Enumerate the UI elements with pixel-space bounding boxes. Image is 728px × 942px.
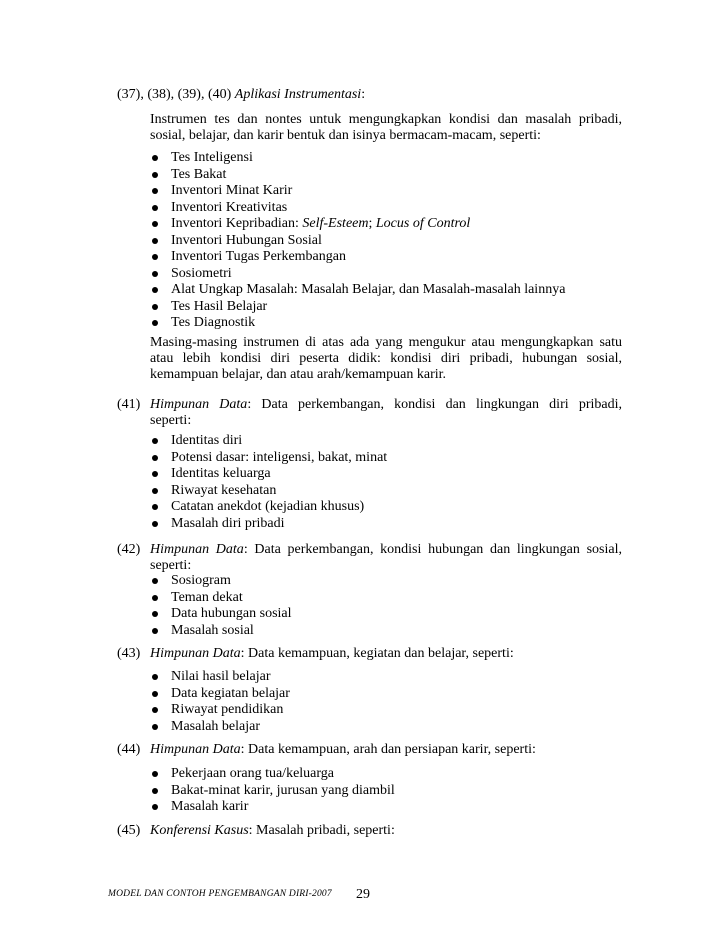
career-data-list	[150, 766, 622, 816]
bullet-icon	[152, 287, 158, 293]
bullet-icon	[152, 304, 158, 310]
list-item: Data hubungan sosial	[150, 606, 622, 623]
list-item: Tes Bakat	[150, 167, 622, 184]
bullet-icon	[152, 691, 158, 697]
bullet-icon	[152, 205, 158, 211]
list-item: Masalah belajar	[150, 719, 622, 736]
list-item: Potensi dasar: inteligensi, bakat, minat	[150, 450, 622, 467]
list-item: Inventori Hubungan Sosial	[150, 233, 622, 250]
intro-paragraph: Instrumen tes dan nontes untuk mengungkapkan kondisi dan masalah pribadi, sosial, belajar, dan karir bentuk dan isinya bermacam-macam, seperti:	[150, 112, 622, 143]
item-heading-41: Himpunan Data: Data perkembangan, kondisi dan lingkungan diri pribadi, seperti:	[150, 397, 622, 428]
learning-data-list	[150, 669, 622, 735]
list-item: Riwayat pendidikan	[150, 702, 622, 719]
bullet-icon	[152, 172, 158, 178]
list-item: Teman dekat	[150, 590, 622, 607]
bullet-icon	[152, 628, 158, 634]
bullet-icon	[152, 707, 158, 713]
bullet-icon	[152, 611, 158, 617]
item-number-43: (43)	[117, 646, 141, 661]
list-item: Sosiogram	[150, 573, 622, 590]
bullet-icon	[152, 788, 158, 794]
bullet-icon	[152, 674, 158, 680]
item-heading-43: Himpunan Data: Data kemampuan, kegiatan dan belajar, seperti:	[150, 646, 514, 661]
list-item: Masalah diri pribadi	[150, 516, 622, 533]
list-item: Data kegiatan belajar	[150, 686, 622, 703]
bullet-icon	[152, 188, 158, 194]
bullet-icon	[152, 521, 158, 527]
heading-italic: Aplikasi Instrumentasi	[234, 87, 362, 102]
list-item: Identitas diri	[150, 433, 622, 450]
list-item: Tes Hasil Belajar	[150, 299, 622, 316]
list-item: Inventori Tugas Perkembangan	[150, 249, 622, 266]
list-item: Tes Diagnostik	[150, 315, 622, 332]
page-number: 29	[356, 887, 370, 902]
list-item: Alat Ungkap Masalah: Masalah Belajar, dan Masalah-masalah lainnya	[150, 282, 622, 299]
bullet-icon	[152, 578, 158, 584]
social-data-list	[150, 573, 622, 639]
bullet-icon	[152, 155, 158, 161]
bullet-icon	[152, 238, 158, 244]
bullet-icon	[152, 471, 158, 477]
bullet-icon	[152, 254, 158, 260]
bullet-icon	[152, 488, 158, 494]
section-heading-37-40: (37), (38), (39), (40) Aplikasi Instrumentasi:	[117, 87, 366, 102]
list-item: Nilai hasil belajar	[150, 669, 622, 686]
list-item: Pekerjaan orang tua/keluarga	[150, 766, 622, 783]
bullet-icon	[152, 271, 158, 277]
bullet-icon	[152, 504, 158, 510]
list-item: Riwayat kesehatan	[150, 483, 622, 500]
bullet-icon	[152, 724, 158, 730]
list-item: Bakat-minat karir, jurusan yang diambil	[150, 783, 622, 800]
bullet-icon	[152, 595, 158, 601]
list-item: Masalah sosial	[150, 623, 622, 640]
item-heading-45: Konferensi Kasus: Masalah pribadi, seperti:	[150, 823, 395, 838]
bullet-icon	[152, 320, 158, 326]
bullet-icon	[152, 771, 158, 777]
list-item: Masalah karir	[150, 799, 622, 816]
instrument-list	[150, 150, 622, 332]
list-item: Catatan anekdot (kejadian khusus)	[150, 499, 622, 516]
personal-data-list	[150, 433, 622, 532]
item-number-42: (42)	[117, 542, 141, 557]
list-item: Inventori Kepribadian: Self-Esteem; Locus of Control	[150, 216, 622, 233]
footer-title: MODEL DAN CONTOH PENGEMBANGAN DIRI-2007	[108, 889, 332, 899]
list-item: Inventori Minat Karir	[150, 183, 622, 200]
item-heading-42: Himpunan Data: Data perkembangan, kondisi hubungan dan lingkungan sosial, seperti:	[150, 542, 622, 573]
bullet-icon	[152, 438, 158, 444]
item-number-41: (41)	[117, 397, 141, 412]
list-item: Inventori Kreativitas	[150, 200, 622, 217]
list-item: Sosiometri	[150, 266, 622, 283]
item-number-45: (45)	[117, 823, 141, 838]
item-number-44: (44)	[117, 742, 141, 757]
item-heading-44: Himpunan Data: Data kemampuan, arah dan persiapan karir, seperti:	[150, 742, 536, 757]
list-item: Identitas keluarga	[150, 466, 622, 483]
list-item: Tes Inteligensi	[150, 150, 622, 167]
bullet-icon	[152, 221, 158, 227]
closing-paragraph: Masing-masing instrumen di atas ada yang mengukur atau mengungkapkan satu atau lebih kondisi diri peserta didik: kondisi diri pribadi, hubungan sosial, kemampuan belajar, dan atau arah/kemampuan karir.	[150, 335, 622, 382]
bullet-icon	[152, 455, 158, 461]
bullet-icon	[152, 804, 158, 810]
